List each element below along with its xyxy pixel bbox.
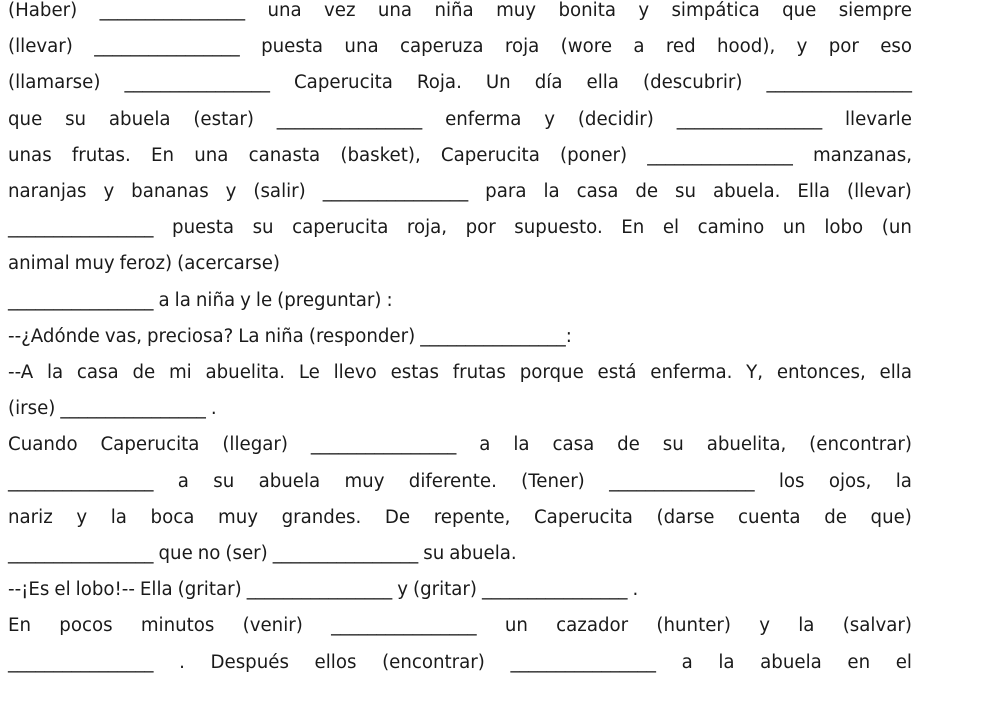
answer-blank: ________________: [310, 434, 457, 456]
word: y: [240, 289, 251, 311]
word: Un: [485, 72, 511, 94]
word: que): [870, 506, 912, 528]
word: caperuza: [399, 36, 484, 58]
word: (gritar): [412, 579, 477, 601]
word: ojos,: [828, 470, 872, 492]
text-line: [8, 109, 912, 139]
word: (llamarse): [8, 72, 101, 94]
word: y: [544, 108, 555, 130]
text-line: [8, 36, 912, 66]
word: por: [465, 217, 496, 239]
word: Cuando: [8, 434, 78, 456]
answer-blank: ________________: [276, 108, 423, 130]
word: le: [255, 289, 273, 311]
text-line: [8, 217, 912, 247]
word: su: [65, 108, 87, 130]
word: por: [828, 36, 859, 58]
word: la: [110, 506, 127, 528]
word: minutos: [140, 615, 215, 637]
word: (poner): [560, 144, 628, 166]
word: una: [267, 0, 302, 21]
word: porque: [519, 362, 584, 383]
word: abuela: [258, 470, 321, 492]
word: casa: [576, 181, 619, 202]
word: Caperucita: [440, 144, 540, 166]
word: (descubrir): [642, 72, 743, 94]
text-line: [8, 145, 912, 175]
text-line: [8, 253, 285, 283]
word: llevarle: [845, 108, 912, 130]
word: bananas: [131, 181, 209, 202]
word: (un: [881, 217, 912, 239]
word: (gritar): [177, 579, 242, 601]
text-line: [8, 579, 643, 609]
word: muy: [344, 470, 385, 492]
word: y: [397, 579, 408, 601]
text-line: [8, 398, 222, 428]
word: que: [8, 108, 43, 130]
word: cuenta: [738, 506, 801, 528]
text-line: [8, 362, 912, 392]
word: unas: [8, 144, 52, 166]
word: de: [617, 434, 640, 456]
word: (estar): [193, 108, 254, 130]
word: de: [824, 506, 847, 528]
word: Después: [210, 651, 289, 673]
word: Roja.: [416, 72, 462, 94]
text-line: [8, 471, 912, 501]
word: muy: [74, 253, 115, 275]
word: de: [635, 181, 659, 202]
word: Ella: [797, 181, 831, 202]
answer-blank: ________________: [322, 181, 469, 202]
word: su: [423, 543, 445, 564]
word: feroz): [119, 253, 173, 275]
word: no: [197, 543, 221, 564]
word: (basket),: [340, 144, 421, 166]
word: eso: [880, 36, 912, 58]
answer-blank: ________________: [246, 579, 393, 601]
word: (irse): [8, 398, 56, 420]
word: siempre: [838, 0, 912, 21]
word: abuela: [760, 651, 822, 673]
word: naranjas: [8, 181, 87, 202]
word: --¡Es: [8, 579, 50, 601]
answer-blank: ________________: [676, 108, 823, 130]
word: su: [252, 217, 274, 239]
word: .: [179, 651, 185, 673]
word: llevo: [333, 362, 377, 383]
word: el: [54, 579, 71, 601]
answer-blank: ________________: [482, 579, 628, 601]
word: que: [158, 543, 193, 564]
word: Le: [298, 362, 320, 383]
answer-blank: ________________: [99, 0, 246, 21]
word: manzanas,: [812, 144, 912, 166]
word: boca: [150, 506, 195, 528]
word: (llegar): [222, 434, 288, 456]
word: frutas.: [71, 144, 131, 166]
word: la: [46, 362, 64, 383]
word: lobo: [824, 217, 864, 239]
word: --¿Adónde: [8, 325, 100, 347]
text-line: [8, 615, 912, 645]
word: la: [718, 651, 735, 673]
word: a: [479, 434, 491, 456]
answer-blank: ________________: [331, 615, 477, 637]
word: simpática: [671, 0, 760, 21]
word: De: [384, 506, 411, 528]
word: ellos: [314, 651, 357, 673]
word: puesta: [261, 36, 324, 58]
word: .: [632, 579, 639, 601]
answer-blank: ________________: [272, 543, 419, 564]
word: los: [778, 470, 805, 492]
word: .: [210, 398, 217, 420]
word: Caperucita: [293, 72, 393, 94]
answer-blank: ________________: [8, 470, 154, 492]
word: (decidir): [577, 108, 654, 130]
text-line: [8, 326, 577, 356]
text-line: [8, 181, 912, 211]
word: su: [662, 434, 684, 456]
word: para: [485, 181, 527, 202]
word: roja,: [406, 217, 448, 239]
word: hood),: [717, 36, 776, 58]
word: (responder): [308, 325, 416, 347]
answer-blank: ________________: [124, 72, 270, 94]
word: una: [377, 0, 413, 21]
word: y: [638, 0, 650, 21]
word: enferma: [445, 108, 522, 130]
word: su: [213, 470, 235, 492]
word: Caperucita: [533, 506, 633, 528]
answer-blank: ________________: [8, 543, 154, 564]
word: un: [782, 217, 806, 239]
word: muy: [217, 506, 258, 528]
word: bonita: [558, 0, 616, 21]
word: un: [504, 615, 528, 637]
word: su: [675, 181, 697, 202]
word: caperucita: [292, 217, 389, 239]
text-line: [8, 0, 912, 30]
text-line: [8, 290, 398, 320]
word: camino: [697, 217, 765, 239]
word: En: [621, 217, 645, 239]
word: Ella: [139, 579, 173, 601]
text-line: [8, 543, 522, 573]
word: (wore: [560, 36, 613, 58]
word: (Haber): [8, 0, 78, 21]
word: (salvar): [842, 615, 912, 637]
word: (acercarse): [177, 253, 280, 275]
word: --A: [8, 362, 34, 383]
text-line: [8, 72, 912, 102]
word: y: [759, 615, 770, 637]
word: Y,: [746, 362, 764, 383]
answer-blank: ________________: [609, 470, 755, 492]
answer-blank: ________________: [510, 651, 656, 673]
word: está: [597, 362, 637, 383]
word: En: [8, 615, 32, 637]
word: (ser): [225, 543, 268, 564]
word: cazador: [556, 615, 629, 637]
word: abuelita,: [706, 434, 787, 456]
word: y: [796, 36, 808, 58]
word: roja: [504, 36, 540, 58]
word: supuesto.: [514, 217, 603, 239]
word: que: [782, 0, 817, 21]
answer-blank: ________________: [8, 217, 154, 239]
word: mi: [168, 362, 192, 383]
word: (darse: [656, 506, 715, 528]
word: muy: [496, 0, 537, 21]
word: :: [386, 289, 393, 311]
word: lobo!--: [75, 579, 135, 601]
word: canasta: [248, 144, 321, 166]
word: de: [132, 362, 156, 383]
word: vas,: [104, 325, 143, 347]
answer-blank: ________________: [94, 36, 240, 58]
word: pocos: [59, 615, 113, 637]
word: animal: [8, 253, 70, 275]
word: casa: [76, 362, 119, 383]
word: (preguntar): [277, 289, 382, 311]
word: vez: [324, 0, 356, 21]
word: una: [194, 144, 229, 166]
word: (encontrar): [382, 651, 485, 673]
word: la: [513, 434, 530, 456]
word: estas: [390, 362, 439, 383]
word: la: [895, 470, 912, 492]
word: entonces,: [776, 362, 866, 383]
word: frutas: [452, 362, 506, 383]
word: a: [177, 470, 189, 492]
word: abuela.: [449, 543, 517, 564]
word: niña: [195, 289, 236, 311]
word: la: [543, 181, 560, 202]
text-line: [8, 507, 912, 537]
word: red: [665, 36, 696, 58]
word: niña: [434, 0, 474, 21]
word: (encontrar): [809, 434, 912, 456]
word: repente,: [433, 506, 511, 528]
word: y: [76, 506, 88, 528]
word: el: [895, 651, 912, 673]
answer-blank: ________________: [8, 289, 154, 311]
word: (hunter): [656, 615, 731, 637]
word: la: [798, 615, 815, 637]
answer-blank: ________________: [8, 651, 154, 673]
word: enferma.: [650, 362, 733, 383]
word: abuela.: [712, 181, 781, 202]
word: niña: [264, 325, 304, 347]
word: y: [225, 181, 237, 202]
word: día: [534, 72, 563, 94]
word: el: [662, 217, 680, 239]
word: una: [344, 36, 379, 58]
word: abuela: [108, 108, 171, 130]
word: y: [103, 181, 115, 202]
word: casa: [552, 434, 595, 456]
answer-blank: ________________:: [420, 325, 572, 347]
answer-blank: ________________: [60, 398, 206, 420]
word: preciosa?: [147, 325, 234, 347]
answer-blank: ________________: [647, 144, 793, 166]
word: La: [238, 325, 260, 347]
word: ella: [879, 362, 912, 383]
word: en: [847, 651, 871, 673]
word: a: [681, 651, 693, 673]
word: (venir): [242, 615, 303, 637]
word: (llevar): [847, 181, 912, 202]
word: diferente.: [408, 470, 497, 492]
text-line: [8, 652, 912, 682]
word: (llevar): [8, 36, 73, 58]
word: a: [633, 36, 645, 58]
word: abuelita.: [205, 362, 286, 383]
word: ella: [586, 72, 619, 94]
word: puesta: [172, 217, 235, 239]
word: En: [151, 144, 175, 166]
word: grandes.: [281, 506, 362, 528]
answer-blank: ________________: [766, 72, 912, 94]
word: nariz: [8, 506, 53, 528]
word: a: [158, 289, 170, 311]
word: Caperucita: [100, 434, 200, 456]
word: (salir): [253, 181, 306, 202]
text-line: [8, 434, 912, 464]
word: (Tener): [521, 470, 585, 492]
word: la: [174, 289, 191, 311]
